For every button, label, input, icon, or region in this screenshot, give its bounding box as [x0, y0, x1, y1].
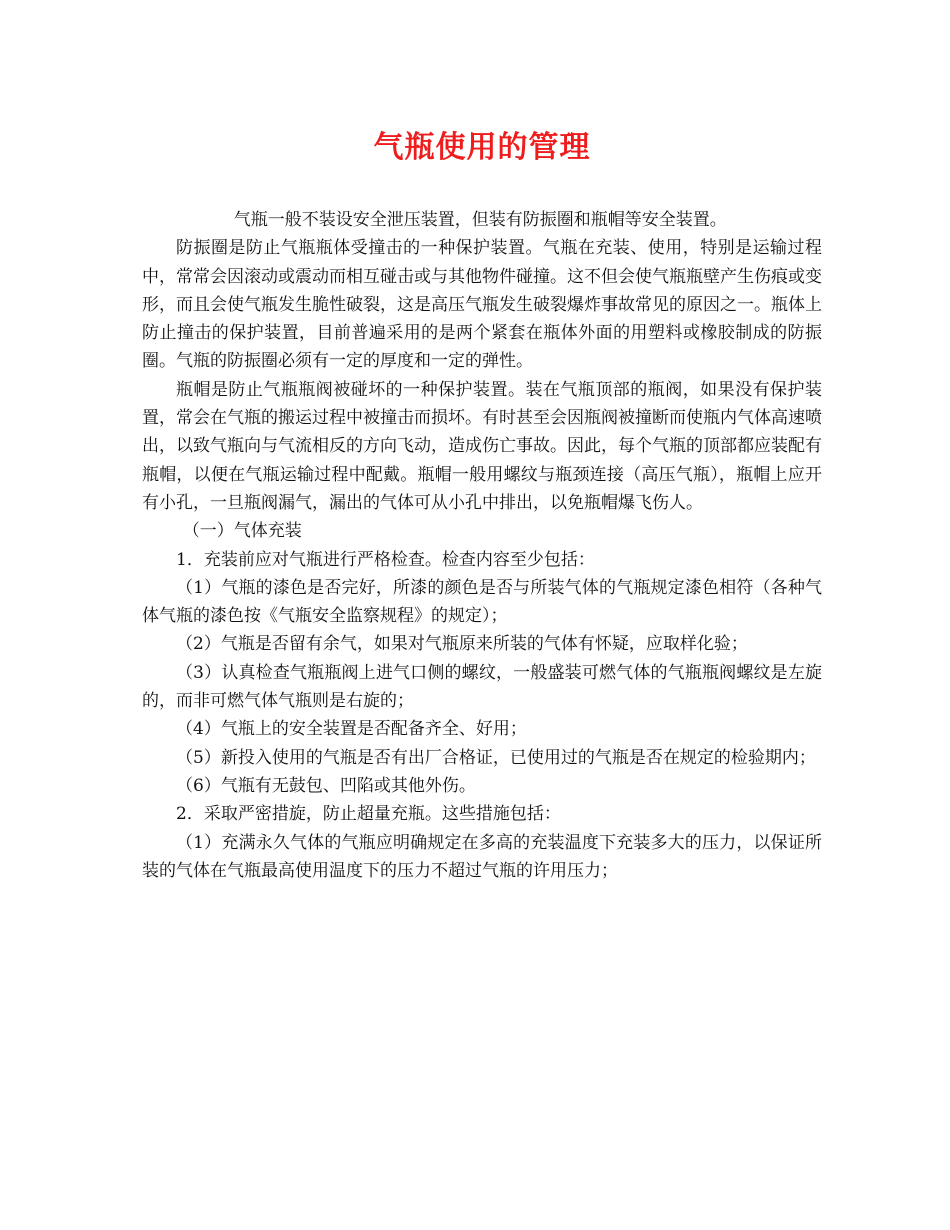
- paragraph-bottle-cap: 瓶帽是防止气瓶瓶阀被碰坏的一种保护装置。装在气瓶顶部的瓶阀，如果没有保护装置，常会在气瓶的搬运过程中被撞击而损坏。有时甚至会因瓶阀被撞断而使瓶内气体高速喷出，以致气瓶向与气流相反的方向飞动，造成伤亡事故。因此，每个气瓶的顶部都应装配有瓶帽，以便在气瓶运输过程中配戴。瓶帽一般用螺纹与瓶颈连接（高压气瓶），瓶帽上应开有小孔，一旦瓶阀漏气，漏出的气体可从小孔中排出，以免瓶帽爆飞伤人。: [142, 379, 822, 513]
- paragraph-anti-vibration-ring: 防振圈是防止气瓶瓶体受撞击的一种保护装置。气瓶在充装、使用，特别是运输过程中，常常会因滚动或震动而相互碰击或与其他物件碰撞。这不但会使气瓶瓶壁产生伤痕或变形，而且会使气瓶发生脆性破裂，这是高压气瓶发生破裂爆炸事故常见的原因之一。瓶体上防止撞击的保护装置，目前普遍采用的是两个紧套在瓶体外面的用塑料或橡胶制成的防振圈。气瓶的防振圈必须有一定的厚度和一定的弹性。: [142, 238, 822, 372]
- list-item-check-6: （6）气瓶有无鼓包、凹陷或其他外伤。: [176, 775, 476, 796]
- list-heading-pre-filling-check: 1．充装前应对气瓶进行严格检查。检查内容至少包括：: [176, 549, 595, 570]
- document-body: [142, 206, 822, 885]
- document-page: [142, 0, 822, 1230]
- list-item-measure-1: （1）充满永久气体的气瓶应明确规定在多高的充装温度下充装多大的压力，以保证所装的气体在气瓶最高使用温度下的压力不超过气瓶的许用压力；: [142, 832, 822, 881]
- section-heading-gas-filling: （一）气体充装: [182, 521, 302, 542]
- list-item-check-2: （2）气瓶是否留有余气，如果对气瓶原来所装的气体有怀疑，应取样化验；: [176, 634, 748, 655]
- list-item-check-5: （5）新投入使用的气瓶是否有出厂合格证，已使用过的气瓶是否在规定的检验期内；: [176, 747, 816, 768]
- paragraph-intro: 气瓶一般不装设安全泄压装置，但装有防振圈和瓶帽等安全装置。: [233, 210, 727, 230]
- list-item-check-3: （3）认真检查气瓶瓶阀上进气口侧的螺纹，一般盛装可燃气体的气瓶瓶阀螺纹是左旋的，而非可燃气体气瓶则是右旋的；: [142, 662, 822, 712]
- document-title: 气瓶使用的管理: [373, 130, 591, 165]
- list-item-check-1: （1）气瓶的漆色是否完好，所漆的颜色是否与所装气体的气瓶规定漆色相符（各种气体气瓶的漆色按《气瓶安全监察规程》的规定）；: [142, 577, 822, 627]
- list-item-check-4: （4）气瓶上的安全装置是否配备齐全、好用；: [176, 719, 527, 740]
- list-heading-overfill-prevention: 2．采取严密措旋，防止超量充瓶。这些措施包括：: [176, 804, 561, 825]
